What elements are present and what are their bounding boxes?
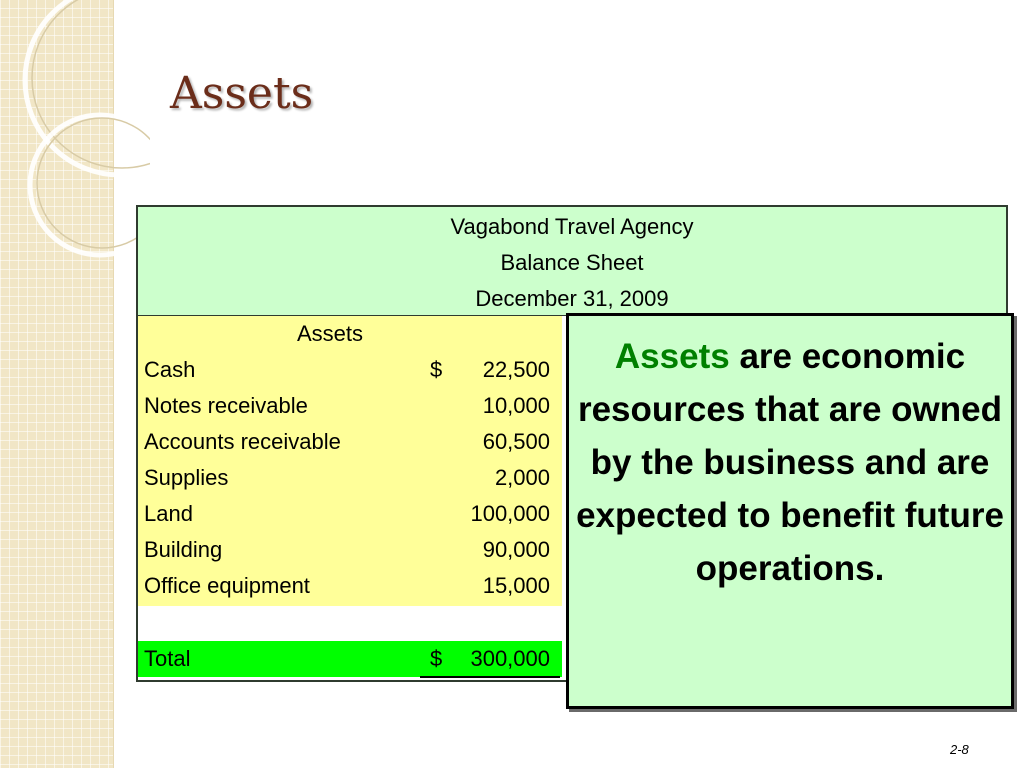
table-row — [138, 388, 562, 424]
table-row — [138, 460, 562, 496]
total-value: 300,000 — [470, 646, 550, 671]
total-label: Total — [144, 646, 191, 671]
decorative-circles — [0, 0, 150, 300]
row-value: 2,000 — [494, 465, 550, 490]
row-label: Cash — [144, 357, 196, 382]
row-value: 10,000 — [482, 393, 550, 418]
row-label: Accounts receivable — [144, 429, 341, 454]
table-row — [138, 352, 562, 388]
balance-sheet-header — [138, 207, 1006, 316]
definition-body: are economic resources that are owned by the business and are expected to benefit future operations. — [576, 337, 1004, 588]
table-row — [138, 532, 562, 568]
row-label: Supplies — [144, 465, 229, 490]
row-label: Land — [144, 501, 193, 526]
assets-section-heading: Assets — [296, 321, 364, 346]
row-value: 90,000 — [482, 537, 550, 562]
slide-title: Assets — [170, 68, 314, 119]
currency-symbol: $ — [430, 357, 443, 382]
table-row — [138, 568, 562, 604]
row-label: Office equipment — [144, 573, 310, 598]
currency-symbol: $ — [430, 646, 443, 671]
assets-section — [138, 316, 562, 606]
statement-date: December 31, 2009 — [475, 286, 669, 311]
slide-number: 2-8 — [950, 742, 969, 757]
total-double-rule — [420, 676, 560, 678]
row-label: Building — [144, 537, 223, 562]
row-value: 100,000 — [470, 501, 550, 526]
row-label: Notes receivable — [144, 393, 308, 418]
table-row — [138, 496, 562, 532]
row-value: 15,000 — [482, 573, 550, 598]
row-value: 22,500 — [482, 357, 550, 382]
definition-keyword: Assets — [614, 337, 730, 376]
table-row — [138, 424, 562, 460]
definition-callout — [566, 313, 1014, 709]
total-row — [138, 641, 562, 677]
row-value: 60,500 — [482, 429, 550, 454]
definition-text — [569, 316, 1011, 595]
company-name: Vagabond Travel Agency — [450, 214, 694, 239]
statement-name: Balance Sheet — [500, 250, 644, 275]
